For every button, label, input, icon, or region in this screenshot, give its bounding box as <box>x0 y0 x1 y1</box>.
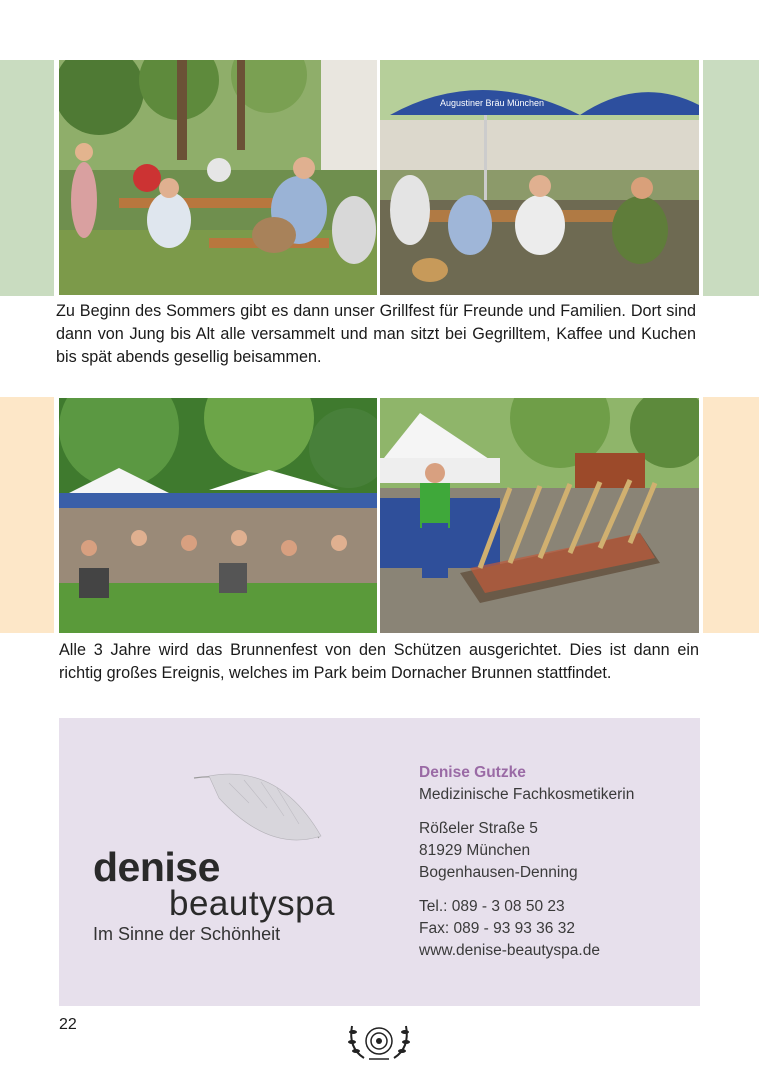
contact-website[interactable]: www.denise-beautyspa.de <box>419 942 600 959</box>
caption-grillfest: Zu Beginn des Sommers gibt es dann unser Grillfest für Freunde und Familien. Dort sind dann von Jung bis Alt alle versammelt und man sitzt bei Gegrilltem, Kaffee und Kuchen bis spät abends gesellig beisammen. <box>56 302 696 366</box>
green-band-left <box>0 60 54 296</box>
advertisement-beautyspa <box>59 718 700 1006</box>
contact-name: Denise Gutzke <box>419 764 526 781</box>
contact-street: Rößeler Straße 5 <box>419 820 538 837</box>
page-number: 22 <box>59 1016 77 1033</box>
target-wreath-icon <box>344 1018 414 1064</box>
contact-city: 81929 München <box>419 842 531 859</box>
umbrella-text: Augustiner Bräu München <box>440 98 545 108</box>
green-band-right <box>703 60 759 296</box>
peach-band-left <box>0 397 54 633</box>
brand-tagline: Im Sinne der Schönheit <box>93 924 281 944</box>
brand-name-denise: denise <box>93 844 220 890</box>
contact-title: Medizinische Fachkosmetikerin <box>419 786 635 803</box>
peach-band-right <box>703 397 759 633</box>
feather-icon <box>189 758 329 858</box>
photo-garden-party <box>59 60 377 295</box>
contact-phone: Tel.: 089 - 3 08 50 23 <box>419 898 565 915</box>
contact-fax: Fax: 089 - 93 93 36 32 <box>419 920 575 937</box>
photo-brunnenfest-park <box>59 398 377 633</box>
contact-district: Bogenhausen-Denning <box>419 864 578 881</box>
photo-beer-garden <box>380 60 699 295</box>
photo-fish-grill <box>380 398 699 633</box>
contact-block <box>419 762 634 962</box>
brand-name-beautyspa: beautyspa <box>169 884 336 923</box>
caption-brunnenfest: Alle 3 Jahre wird das Brunnenfest von den Schützen ausgerichtet. Dies ist dann ein richtig großes Ereignis, welches im Park beim Dornacher Brunnen stattfindet. <box>59 641 699 682</box>
